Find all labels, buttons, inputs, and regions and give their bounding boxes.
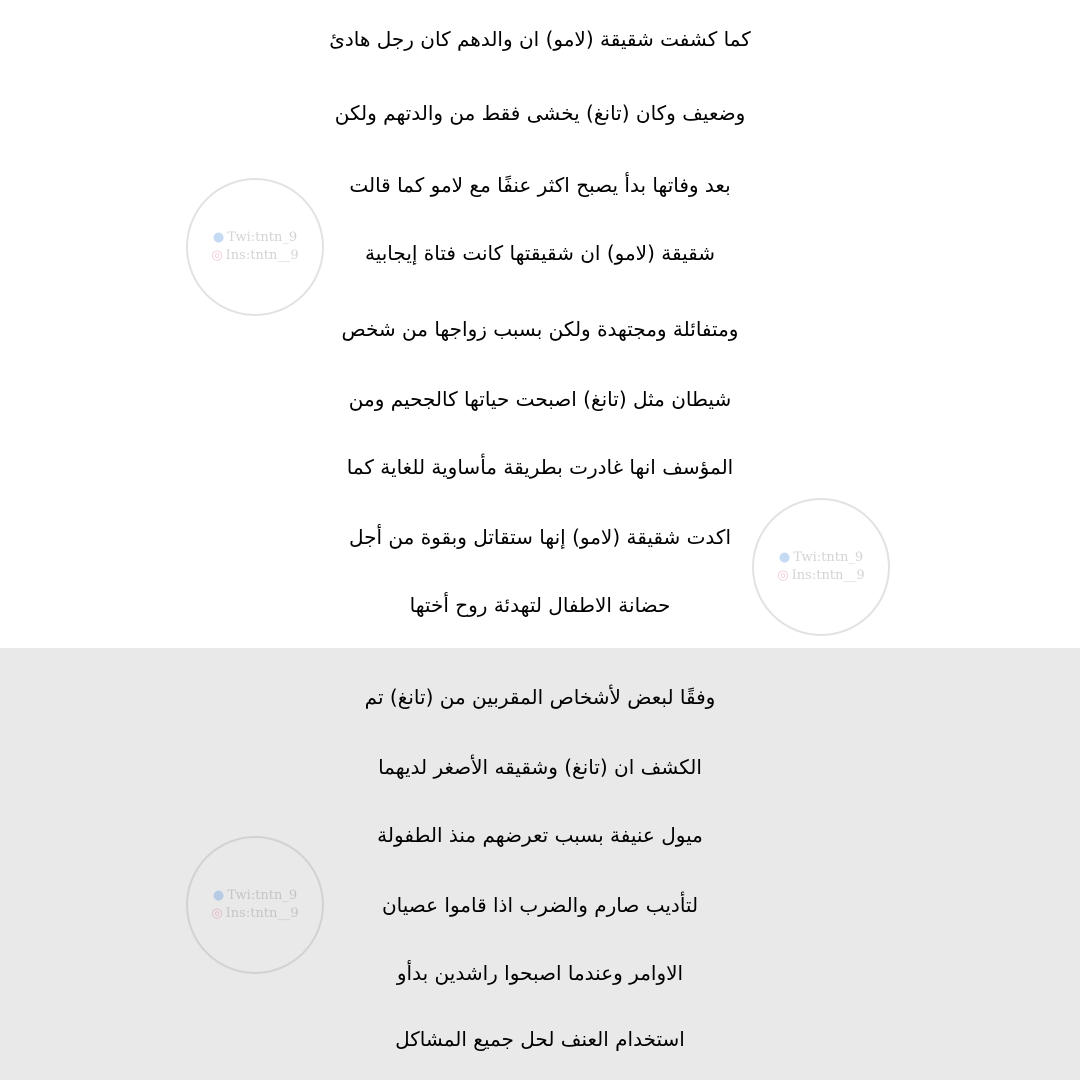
watermark-twitter: Twi:tntn_9 [227, 888, 298, 903]
text-line: ومتفائلة ومجتهدة ولكن بسبب زواجها من شخص [341, 317, 739, 341]
text-line: المؤسف انها غادرت بطريقة مأساوية للغاية كما [346, 455, 734, 479]
text-line: استخدام العنف لحل جميع المشاكل [395, 1027, 685, 1051]
twitter-bird-icon: ● [778, 550, 791, 565]
instagram-icon: ◎ [211, 906, 223, 921]
instagram-icon: ◎ [211, 248, 223, 263]
watermark-twitter: Twi:tntn_9 [227, 230, 298, 245]
twitter-bird-icon: ● [212, 888, 225, 903]
text-line: وفقًا لبعض لأشخاص المقربين من (تانغ) تم [364, 685, 716, 709]
twitter-bird-icon: ● [212, 230, 225, 245]
watermark-instagram: Ins:tntn__9 [791, 568, 865, 583]
watermark-twitter: Twi:tntn_9 [793, 550, 864, 565]
text-line: حضانة الاطفال لتهدئة روح أختها [409, 593, 671, 617]
instagram-icon: ◎ [777, 568, 789, 583]
text-line: شيطان مثل (تانغ) اصبحت حياتها كالجحيم ومن [348, 387, 732, 411]
text-line: شقيقة (لامو) ان شقيقتها كانت فتاة إيجابية [364, 241, 715, 265]
text-line: كما كشفت شقيقة (لامو) ان والدهم كان رجل هادئ [329, 27, 751, 51]
watermark-instagram: Ins:tntn__9 [225, 906, 299, 921]
text-line: الكشف ان (تانغ) وشقيقه الأصغر لديهما [378, 755, 702, 779]
text-line: لتأديب صارم والضرب اذا قاموا عصيان [381, 893, 699, 917]
text-line: اكدت شقيقة (لامو) إنها ستقاتل وبقوة من أجل [348, 525, 732, 549]
bottom-text-panel [0, 648, 1080, 1080]
text-line: وضعيف وكان (تانغ) يخشى فقط من والدتهم ولكن [334, 101, 746, 125]
watermark-instagram: Ins:tntn__9 [225, 248, 299, 263]
text-line: الاوامر وعندما اصبحوا راشدين بدأو [396, 961, 684, 985]
text-line: ميول عنيفة بسبب تعرضهم منذ الطفولة [377, 823, 703, 847]
text-line: بعد وفاتها بدأ يصبح اكثر عنفًا مع لامو كما قالت [349, 173, 731, 197]
